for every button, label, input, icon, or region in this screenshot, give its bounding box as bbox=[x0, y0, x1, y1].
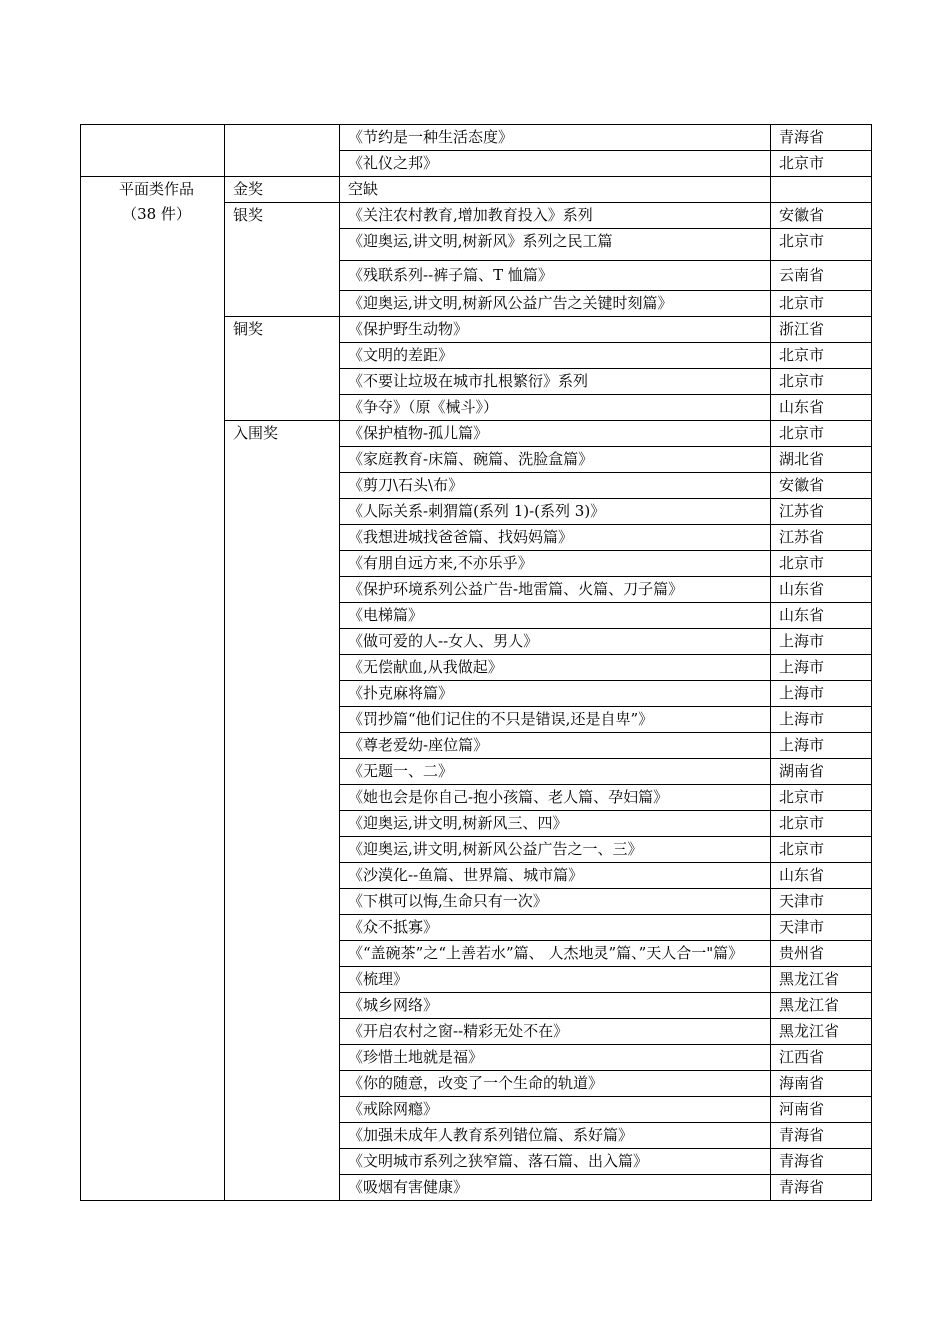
award-bronze: 铜奖 bbox=[225, 317, 340, 421]
region: 黑龙江省 bbox=[771, 1019, 872, 1045]
region: 北京市 bbox=[771, 837, 872, 863]
work-title: 《开启农村之窗--精彩无处不在》 bbox=[340, 1019, 771, 1045]
work-title: 《礼仪之邦》 bbox=[340, 151, 771, 177]
region: 北京市 bbox=[771, 343, 872, 369]
work-title: 《有朋自远方来,不亦乐乎》 bbox=[340, 551, 771, 577]
work-title: 《电梯篇》 bbox=[340, 603, 771, 629]
work-title: 《迎奥运,讲文明,树新风公益广告之一、三》 bbox=[340, 837, 771, 863]
category-count: （38 件） bbox=[122, 205, 191, 223]
awards-table bbox=[80, 124, 872, 1201]
category-cell bbox=[81, 177, 225, 1201]
region: 青海省 bbox=[771, 1149, 872, 1175]
work-title: 《文明城市系列之狭窄篇、落石篇、出入篇》 bbox=[340, 1149, 771, 1175]
work-title: 《争夺》（原《械斗》） bbox=[340, 395, 771, 421]
region: 上海市 bbox=[771, 707, 872, 733]
work-title: 《保护植物-孤儿篇》 bbox=[340, 421, 771, 447]
work-title: 《我想进城找爸爸篇、找妈妈篇》 bbox=[340, 525, 771, 551]
region: 黑龙江省 bbox=[771, 993, 872, 1019]
work-title: 《关注农村教育,增加教育投入》系列 bbox=[340, 203, 771, 229]
table-row bbox=[81, 125, 872, 151]
region: 北京市 bbox=[771, 551, 872, 577]
region: 北京市 bbox=[771, 151, 872, 177]
work-title: 《家庭教育-床篇、碗篇、洗脸盒篇》 bbox=[340, 447, 771, 473]
award-cell-empty bbox=[225, 125, 340, 177]
region: 河南省 bbox=[771, 1097, 872, 1123]
region: 北京市 bbox=[771, 421, 872, 447]
region: 北京市 bbox=[771, 811, 872, 837]
region: 上海市 bbox=[771, 629, 872, 655]
work-title: 《你的随意，改变了一个生命的轨道》 bbox=[340, 1071, 771, 1097]
region: 湖南省 bbox=[771, 759, 872, 785]
work-title: 《梳理》 bbox=[340, 967, 771, 993]
region: 黑龙江省 bbox=[771, 967, 872, 993]
work-title: 《文明的差距》 bbox=[340, 343, 771, 369]
region: 海南省 bbox=[771, 1071, 872, 1097]
region: 江苏省 bbox=[771, 525, 872, 551]
region: 安徽省 bbox=[771, 203, 872, 229]
region: 湖北省 bbox=[771, 447, 872, 473]
award-gold: 金奖 bbox=[225, 177, 340, 203]
region: 北京市 bbox=[771, 369, 872, 395]
region: 青海省 bbox=[771, 1123, 872, 1149]
work-title: 《她也会是你自己-抱小孩篇、老人篇、孕妇篇》 bbox=[340, 785, 771, 811]
work-title: 《珍惜土地就是福》 bbox=[340, 1045, 771, 1071]
region: 山东省 bbox=[771, 577, 872, 603]
work-title: 《沙漠化--鱼篇、世界篇、城市篇》 bbox=[340, 863, 771, 889]
region: 安徽省 bbox=[771, 473, 872, 499]
region: 山东省 bbox=[771, 395, 872, 421]
work-title: 《加强未成年人教育系列错位篇、系好篇》 bbox=[340, 1123, 771, 1149]
region: 天津市 bbox=[771, 889, 872, 915]
work-title: 《迎奥运,讲文明,树新风三、四》 bbox=[340, 811, 771, 837]
work-title: 《保护环境系列公益广告-地雷篇、火篇、刀子篇》 bbox=[340, 577, 771, 603]
work-title: 《罚抄篇“他们记住的不只是错误,还是自卑”》 bbox=[340, 707, 771, 733]
work-title: 《无偿献血,从我做起》 bbox=[340, 655, 771, 681]
region: 云南省 bbox=[771, 261, 872, 291]
work-title: 《人际关系-刺猬篇(系列 1)-(系列 3)》 bbox=[340, 499, 771, 525]
region: 北京市 bbox=[771, 229, 872, 261]
work-title: 《无题一、二》 bbox=[340, 759, 771, 785]
region: 天津市 bbox=[771, 915, 872, 941]
region: 上海市 bbox=[771, 733, 872, 759]
region: 北京市 bbox=[771, 291, 872, 317]
work-title: 《众不抵寡》 bbox=[340, 915, 771, 941]
category-name: 平面类作品 bbox=[118, 180, 194, 198]
work-title: 《“盖碗茶”之“上善若水”篇、 人杰地灵”篇、”天人合一"篇》 bbox=[340, 941, 771, 967]
category-cell-empty bbox=[81, 125, 225, 177]
work-title: 《下棋可以悔,生命只有一次》 bbox=[340, 889, 771, 915]
region: 山东省 bbox=[771, 863, 872, 889]
work-title: 《节约是一种生活态度》 bbox=[340, 125, 771, 151]
work-title: 《不要让垃圾在城市扎根繁衍》系列 bbox=[340, 369, 771, 395]
region: 浙江省 bbox=[771, 317, 872, 343]
work-title: 《迎奥运,讲文明,树新风公益广告之关键时刻篇》 bbox=[340, 291, 771, 317]
region: 贵州省 bbox=[771, 941, 872, 967]
work-title: 《吸烟有害健康》 bbox=[340, 1175, 771, 1201]
region: 上海市 bbox=[771, 681, 872, 707]
work-title: 《剪刀\石头\布》 bbox=[340, 473, 771, 499]
table-row bbox=[81, 177, 872, 203]
work-title: 《迎奥运,讲文明,树新风》系列之民工篇 bbox=[340, 229, 771, 261]
region: 江苏省 bbox=[771, 499, 872, 525]
work-title: 《城乡网络》 bbox=[340, 993, 771, 1019]
region: 青海省 bbox=[771, 1175, 872, 1201]
award-finalist: 入围奖 bbox=[225, 421, 340, 1201]
work-title: 《残联系列--裤子篇、T 恤篇》 bbox=[340, 261, 771, 291]
region: 山东省 bbox=[771, 603, 872, 629]
work-title: 《戒除网瘾》 bbox=[340, 1097, 771, 1123]
work-title: 《做可爱的人--女人、男人》 bbox=[340, 629, 771, 655]
work-title: 《保护野生动物》 bbox=[340, 317, 771, 343]
award-silver: 银奖 bbox=[225, 203, 340, 317]
region: 北京市 bbox=[771, 785, 872, 811]
region: 青海省 bbox=[771, 125, 872, 151]
work-title: 空缺 bbox=[340, 177, 771, 203]
region: 江西省 bbox=[771, 1045, 872, 1071]
region bbox=[771, 177, 872, 203]
work-title: 《尊老爱幼-座位篇》 bbox=[340, 733, 771, 759]
work-title: 《扑克麻将篇》 bbox=[340, 681, 771, 707]
region: 上海市 bbox=[771, 655, 872, 681]
